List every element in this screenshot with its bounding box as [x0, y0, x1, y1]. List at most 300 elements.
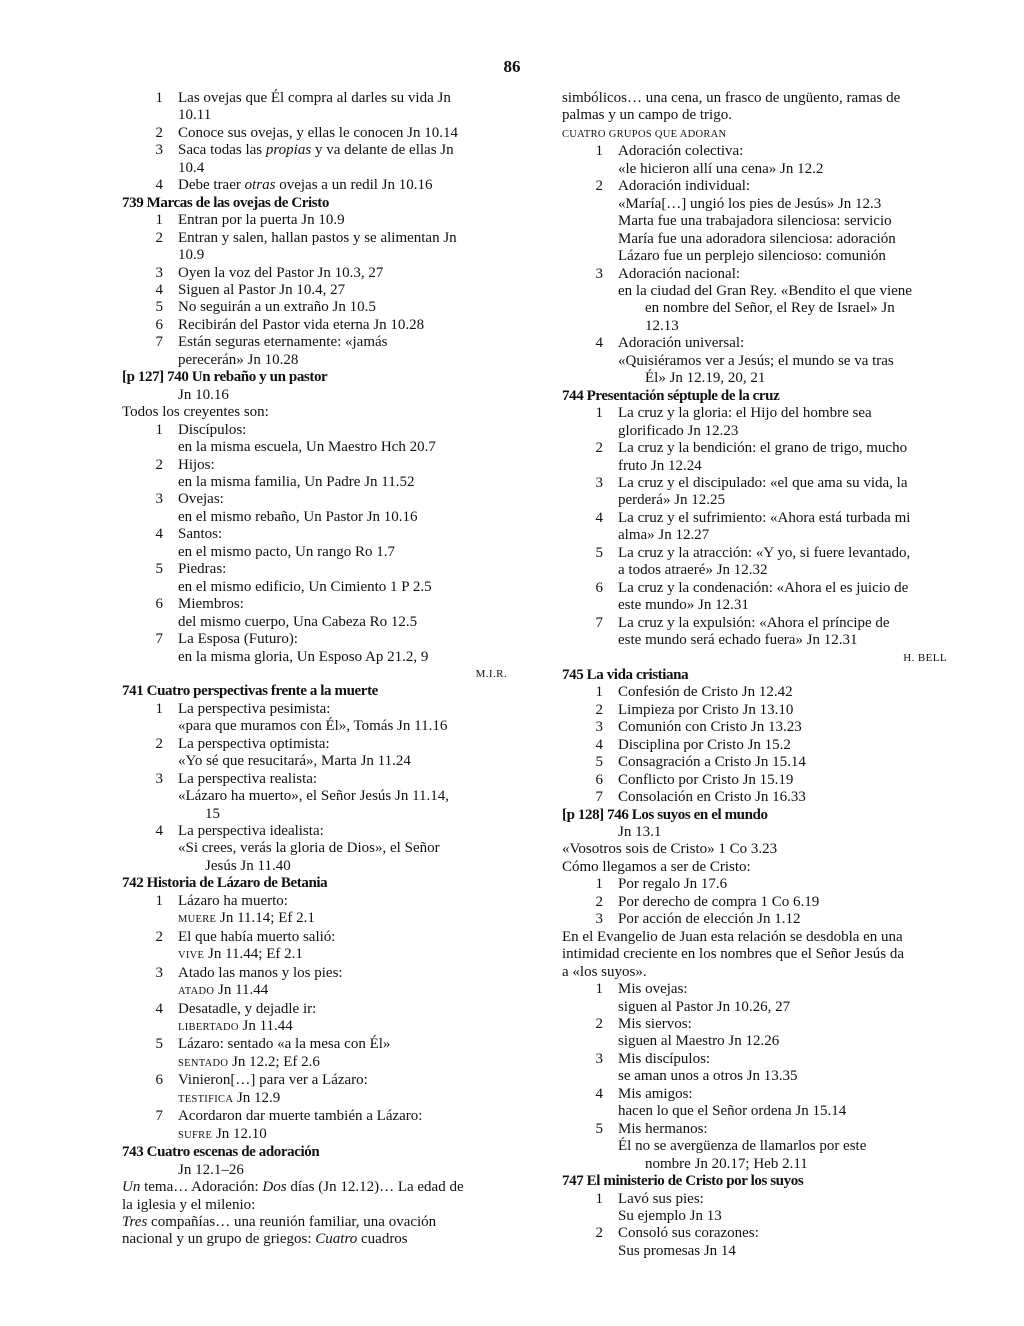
list-item	[562, 894, 947, 911]
item-text: La cruz y la condenación: «Ahora el es juicio de	[618, 579, 909, 596]
list-item	[122, 177, 507, 194]
list-item	[122, 1036, 507, 1053]
item-number: 6	[595, 579, 603, 596]
text-run: compañías… una reunión familiar, una ovación	[147, 1214, 437, 1230]
item-number: 1	[155, 212, 163, 229]
detail-text: «Quisiéramos ver a Jesús; el mundo se va tras	[618, 352, 894, 369]
item-text: perderá» Jn 12.25	[618, 492, 726, 509]
left-column	[122, 90, 507, 1249]
item-text: La Esposa (Futuro):	[178, 631, 298, 648]
item-text: Consoló sus corazones:	[618, 1225, 759, 1242]
item-number: 2	[595, 440, 603, 457]
item-number: 3	[595, 474, 603, 491]
item-number: 4	[155, 177, 163, 194]
item-detail	[122, 910, 507, 928]
text-run: cuadros	[357, 1231, 408, 1248]
item-number: 7	[595, 614, 603, 631]
item-text: Comunión con Cristo Jn 13.23	[618, 719, 802, 736]
item-number: 1	[595, 684, 603, 701]
paragraph-line	[562, 859, 947, 876]
item-number: 2	[155, 124, 163, 141]
item-text: Mis ovejas:	[618, 981, 688, 998]
item-text: Adoración colectiva:	[618, 143, 744, 160]
detail-text: «María[…] ungió los pies de Jesús» Jn 12.3	[618, 195, 882, 212]
paragraph-text: intimidad creciente en los nombres que el Señor Jesús da	[562, 946, 904, 963]
paragraph-text: palmas y un campo de trigo.	[562, 107, 732, 124]
item-number: 3	[155, 964, 163, 981]
text-run: nacional y un grupo de griegos:	[122, 1231, 316, 1248]
section-heading	[562, 388, 947, 405]
list-item	[562, 981, 947, 998]
subheading-text: CUATRO GRUPOS QUE ADORAN	[562, 128, 727, 140]
item-text: Oyen la voz del Pastor Jn 10.3, 27	[178, 264, 384, 281]
detail-text: Jn 10.16	[178, 386, 229, 403]
heading-text: 747 El ministerio de Cristo por los suyos	[562, 1173, 804, 1190]
item-text: Por regalo Jn 17.6	[618, 876, 728, 893]
item-number: 5	[595, 1120, 603, 1137]
item-text: Adoración universal:	[618, 335, 745, 352]
detail-text: Lázaro fue un perplejo silencioso: comunión	[618, 248, 886, 265]
item-number: 2	[595, 1225, 603, 1242]
detail-text: Jn 12.1–26	[178, 1161, 244, 1178]
item-number: 3	[595, 1050, 603, 1067]
list-item	[562, 510, 947, 527]
item-detail	[562, 248, 947, 265]
detail-text: Marta fue una trabajadora silenciosa: servicio	[618, 213, 892, 230]
list-item	[562, 1016, 947, 1033]
item-number: 4	[595, 509, 603, 526]
item-text: La perspectiva optimista:	[178, 735, 330, 752]
item-text: La cruz y la expulsión: «Ahora el príncipe de	[618, 614, 890, 631]
paragraph-line	[562, 929, 947, 946]
list-item	[122, 596, 507, 613]
item-detail	[562, 196, 947, 213]
detail-text: en la misma familia, Un Padre Jn 11.52	[178, 473, 415, 490]
item-text: Consolación en Cristo Jn 16.33	[618, 789, 806, 806]
paragraph-line	[562, 841, 947, 858]
item-number: 2	[155, 735, 163, 752]
reference-text: Jn 11.14; Ef 2.1	[216, 910, 315, 927]
item-detail	[562, 824, 947, 841]
detail-text: nombre Jn 20.17; Heb 2.11	[645, 1155, 808, 1172]
item-number: 1	[155, 892, 163, 909]
item-text: La cruz y la gloria: el Hijo del hombre sea	[618, 405, 872, 422]
detail-text: siguen al Pastor Jn 10.26, 27	[618, 998, 791, 1015]
smallcaps-label: TESTIFICA	[178, 1093, 234, 1105]
list-item	[562, 719, 947, 736]
item-number: 4	[155, 281, 163, 298]
section-heading	[122, 875, 507, 892]
paragraph-text: simbólicos… una cena, un frasco de ungüento, ramas de	[562, 90, 901, 106]
heading-text: [p 128] 746 Los suyos en el mundo	[562, 806, 768, 823]
item-text: glorificado Jn 12.23	[618, 422, 739, 439]
list-item	[122, 561, 507, 578]
list-item	[562, 1121, 947, 1138]
item-text: La cruz y la atracción: «Y yo, si fuere levantado,	[618, 544, 911, 561]
item-detail	[562, 1033, 947, 1050]
detail-text: «para que muramos con Él», Tomás Jn 11.16	[178, 718, 448, 735]
item-number: 3	[595, 265, 603, 282]
item-continuation	[562, 492, 947, 509]
paragraph-line	[562, 964, 947, 981]
item-text: La cruz y la bendición: el grano de trigo, mucho	[618, 440, 908, 457]
heading-text: 744 Presentación séptuple de la cruz	[562, 387, 780, 404]
item-number: 7	[155, 1108, 163, 1125]
smallcaps-label: SUFRE	[178, 1129, 213, 1141]
detail-text: en el mismo edificio, Un Cimiento 1 P 2.5	[178, 578, 432, 595]
section-heading	[122, 369, 507, 386]
list-item	[562, 335, 947, 352]
smallcaps-label: MUERE	[178, 914, 217, 926]
item-detail	[562, 283, 947, 300]
paragraph-text: la iglesia y el milenio:	[122, 1196, 256, 1213]
list-item	[562, 580, 947, 597]
item-number: 5	[155, 299, 163, 316]
list-item	[122, 1072, 507, 1089]
list-item	[562, 1225, 947, 1242]
item-number: 6	[595, 771, 603, 788]
item-text: Conflicto por Cristo Jn 15.19	[618, 771, 794, 788]
item-detail	[562, 161, 947, 178]
item-continuation	[562, 597, 947, 614]
item-text: Por derecho de compra 1 Co 6.19	[618, 893, 820, 910]
item-number: 4	[595, 736, 603, 753]
item-detail	[122, 1018, 507, 1036]
item-text: Hijos:	[178, 456, 215, 473]
heading-text: 741 Cuatro perspectivas frente a la muerte	[122, 683, 378, 700]
detail-text: en el mismo pacto, Un rango Ro 1.7	[178, 543, 396, 560]
detail-text: en la ciudad del Gran Rey. «Bendito el que viene	[618, 282, 912, 299]
list-item	[122, 965, 507, 982]
list-item	[122, 282, 507, 299]
list-item	[122, 771, 507, 788]
item-detail	[122, 1090, 507, 1108]
detail-text: Él» Jn 12.19, 20, 21	[645, 370, 766, 387]
item-detail-continuation	[562, 370, 947, 387]
item-detail	[122, 753, 507, 770]
item-continuation	[122, 160, 507, 177]
item-detail	[562, 1243, 947, 1260]
item-number: 1	[595, 1190, 603, 1207]
item-text: Las ovejas que Él compra al darles su vida Jn	[178, 90, 451, 106]
item-detail	[122, 1162, 507, 1179]
list-item	[562, 143, 947, 160]
detail-text: Su ejemplo Jn 13	[618, 1208, 722, 1224]
item-detail	[562, 999, 947, 1016]
page-number: 86	[503, 57, 521, 76]
list-item	[562, 1191, 947, 1208]
item-number: 5	[155, 1036, 163, 1053]
detail-text: perecerán» Jn 10.28	[178, 351, 299, 368]
list-item	[562, 405, 947, 422]
detail-text: «Lázaro ha muerto», el Señor Jesús Jn 11.14,	[178, 788, 450, 805]
detail-text: Él no se avergüenza de llamarlos por este	[618, 1138, 867, 1155]
reference-text: Jn 11.44; Ef 2.1	[204, 946, 303, 963]
list-item	[562, 702, 947, 719]
detail-text: en la misma escuela, Un Maestro Hch 20.7	[178, 439, 436, 456]
item-number: 1	[595, 981, 603, 998]
item-text: Ovejas:	[178, 491, 224, 508]
detail-text: Jesús Jn 11.40	[205, 857, 291, 874]
list-item	[562, 615, 947, 632]
item-text: Lázaro: sentado «a la mesa con Él»	[178, 1036, 391, 1053]
heading-text: 739 Marcas de las ovejas de Cristo	[122, 194, 329, 211]
smallcaps-label: LIBERTADO	[178, 1022, 239, 1034]
list-item	[122, 526, 507, 543]
author-initials	[562, 650, 947, 667]
item-text: Discípulos:	[178, 421, 247, 438]
list-item	[122, 299, 507, 316]
list-item	[562, 754, 947, 771]
item-continuation	[562, 458, 947, 475]
item-text: Por acción de elección Jn 1.12	[618, 911, 801, 928]
item-number: 3	[595, 911, 603, 928]
item-detail	[122, 718, 507, 735]
item-detail	[562, 1138, 947, 1155]
section-heading	[562, 1173, 947, 1190]
detail-text: «Si crees, verás la gloria de Dios», el Señor	[178, 840, 440, 857]
item-text: Debe traer otras ovejas a un redil Jn 10.16	[178, 177, 433, 194]
item-text: La perspectiva realista:	[178, 770, 318, 787]
author-text: H. BELL	[903, 651, 947, 664]
item-number: 4	[155, 526, 163, 543]
item-text: Atado las manos y los pies:	[178, 964, 343, 981]
reference-text: Jn 11.44	[238, 1018, 293, 1035]
item-continuation	[562, 527, 947, 544]
detail-text: en nombre del Señor, el Rey de Israel» Jn	[645, 300, 895, 317]
paragraph-line	[562, 946, 947, 963]
item-detail	[122, 387, 507, 404]
item-text: Adoración individual:	[618, 178, 751, 195]
item-number: 4	[155, 1000, 163, 1017]
paragraph-text: En el Evangelio de Juan esta relación se desdobla en una	[562, 928, 903, 945]
item-detail-continuation	[562, 300, 947, 317]
text-run: días (Jn 12.12)… La edad de	[286, 1179, 464, 1196]
item-detail	[562, 1103, 947, 1120]
paragraph-text: Cómo llegamos a ser de Cristo:	[562, 858, 751, 875]
list-item	[122, 90, 507, 107]
item-continuation	[122, 247, 507, 264]
section-heading	[562, 667, 947, 684]
paragraph-line	[122, 1231, 507, 1248]
item-number: 1	[155, 700, 163, 717]
detail-text: Jn 13.1	[618, 824, 662, 841]
item-number: 3	[155, 491, 163, 508]
list-item	[122, 491, 507, 508]
paragraph-line	[122, 1214, 507, 1231]
item-number: 6	[155, 1072, 163, 1089]
item-number: 3	[155, 770, 163, 787]
reference-text: Jn 12.9	[233, 1089, 281, 1106]
item-text: Siguen al Pastor Jn 10.4, 27	[178, 281, 346, 298]
list-item	[562, 545, 947, 562]
item-number: 3	[155, 142, 163, 159]
list-item	[562, 737, 947, 754]
item-number: 4	[595, 335, 603, 352]
list-item	[122, 142, 507, 159]
item-text: a todos atraeré» Jn 12.32	[618, 562, 768, 579]
item-text: Consagración a Cristo Jn 15.14	[618, 754, 806, 771]
smallcaps-label: VIVE	[178, 950, 205, 962]
item-detail	[122, 614, 507, 631]
list-item	[562, 440, 947, 457]
item-detail-continuation	[562, 318, 947, 335]
item-detail	[122, 474, 507, 491]
item-number: 3	[595, 719, 603, 736]
item-text: Entran y salen, hallan pastos y se alimentan Jn	[178, 229, 457, 246]
heading-text: 742 Historia de Lázaro de Betania	[122, 875, 328, 892]
list-item	[122, 823, 507, 840]
item-number: 2	[155, 928, 163, 945]
item-number: 2	[155, 229, 163, 246]
smallcaps-label: ATADO	[178, 986, 215, 998]
item-detail	[122, 352, 507, 369]
detail-text: hacen lo que el Señor ordena Jn 15.14	[618, 1103, 847, 1120]
item-number: 6	[155, 316, 163, 333]
item-detail-continuation	[122, 806, 507, 823]
subheading	[562, 125, 947, 143]
detail-text: «le hicieron allí una cena» Jn 12.2	[618, 160, 824, 177]
author-initials	[122, 666, 507, 683]
item-number: 1	[595, 405, 603, 422]
detail-text: del mismo cuerpo, Una Cabeza Ro 12.5	[178, 613, 418, 630]
item-text: Mis discípulos:	[618, 1050, 711, 1067]
list-item	[562, 772, 947, 789]
item-text: Conoce sus ovejas, y ellas le conocen Jn 10.14	[178, 124, 458, 141]
item-detail	[122, 840, 507, 857]
item-detail	[122, 1054, 507, 1072]
list-item	[122, 265, 507, 282]
item-detail-continuation	[122, 858, 507, 875]
item-text: 10.4	[178, 159, 205, 176]
item-detail	[562, 213, 947, 230]
item-text: Vinieron[…] para ver a Lázaro:	[178, 1072, 368, 1089]
item-text: alma» Jn 12.27	[618, 527, 710, 544]
detail-text: se aman unos a otros Jn 13.35	[618, 1068, 798, 1085]
reference-text: Jn 11.44	[214, 982, 269, 999]
list-item	[122, 701, 507, 718]
item-detail	[122, 649, 507, 666]
item-detail	[122, 1126, 507, 1144]
heading-text: 745 La vida cristiana	[562, 666, 689, 683]
item-detail	[562, 231, 947, 248]
list-item	[122, 631, 507, 648]
list-item	[122, 457, 507, 474]
list-item	[562, 789, 947, 806]
item-number: 7	[155, 334, 163, 351]
italic-word: Dos	[262, 1179, 287, 1196]
item-text: Piedras:	[178, 561, 227, 578]
item-text: No seguirán a un extraño Jn 10.5	[178, 299, 376, 316]
item-text: Santos:	[178, 526, 223, 543]
item-text: Recibirán del Pastor vida eterna Jn 10.28	[178, 316, 425, 333]
list-item	[122, 893, 507, 910]
section-heading	[122, 195, 507, 212]
item-number: 1	[155, 90, 163, 106]
item-text: El que había muerto salió:	[178, 928, 336, 945]
paragraph-line	[562, 107, 947, 124]
list-item	[562, 475, 947, 492]
item-detail	[122, 946, 507, 964]
item-detail	[122, 509, 507, 526]
section-heading	[122, 1144, 507, 1161]
paragraph-text: «Vosotros sois de Cristo» 1 Co 3.23	[562, 841, 778, 858]
text-run: tema… Adoración:	[140, 1179, 263, 1196]
section-heading	[122, 683, 507, 700]
reference-text: Jn 12.2; Ef 2.6	[228, 1053, 320, 1070]
item-detail	[122, 544, 507, 561]
item-detail	[562, 353, 947, 370]
item-text: Lavó sus pies:	[618, 1190, 704, 1207]
paragraph-text: Todos los creyentes son:	[122, 404, 269, 421]
item-number: 5	[595, 754, 603, 771]
item-text: La perspectiva idealista:	[178, 823, 324, 840]
item-text: La cruz y el sufrimiento: «Ahora está turbada mi	[618, 509, 911, 526]
list-item	[562, 911, 947, 928]
item-number: 4	[595, 1085, 603, 1102]
item-detail-continuation	[562, 1156, 947, 1173]
paragraph-line	[122, 1179, 507, 1196]
smallcaps-label: SENTADO	[178, 1057, 229, 1069]
author-text: M.I.R.	[475, 667, 507, 680]
item-number: 1	[595, 876, 603, 893]
paragraph-text: a «los suyos».	[562, 963, 647, 980]
item-detail	[562, 1208, 947, 1225]
item-text: La perspectiva pesimista:	[178, 700, 331, 717]
detail-text: en el mismo rebaño, Un Pastor Jn 10.16	[178, 508, 418, 525]
item-text: Mis amigos:	[618, 1085, 693, 1102]
right-column	[562, 90, 947, 1260]
list-item	[122, 334, 507, 351]
item-number: 4	[155, 823, 163, 840]
item-detail	[122, 579, 507, 596]
item-number: 1	[595, 143, 603, 160]
list-item	[562, 266, 947, 283]
item-number: 2	[595, 701, 603, 718]
item-detail	[122, 982, 507, 1000]
list-item	[122, 1001, 507, 1018]
item-text: Entran por la puerta Jn 10.9	[178, 212, 345, 229]
item-text: este mundo será echado fuera» Jn 12.31	[618, 632, 858, 649]
item-number: 1	[155, 421, 163, 438]
paragraph-line	[122, 404, 507, 421]
item-text: Saca todas las propias y va delante de ellas Jn	[178, 142, 454, 159]
heading-text: 743 Cuatro escenas de adoración	[122, 1144, 320, 1161]
item-detail	[122, 788, 507, 805]
italic-word: Un	[122, 1179, 141, 1196]
item-text: Acordaron dar muerte también a Lázaro:	[178, 1108, 423, 1125]
item-number: 5	[595, 544, 603, 561]
list-item	[562, 684, 947, 701]
item-detail	[122, 439, 507, 456]
item-number: 3	[155, 264, 163, 281]
item-text: este mundo» Jn 12.31	[618, 597, 749, 614]
item-text: Adoración nacional:	[618, 265, 741, 282]
detail-text: María fue una adoradora silenciosa: adoración	[618, 230, 896, 247]
item-number: 2	[595, 893, 603, 910]
list-item	[562, 178, 947, 195]
item-text: 10.11	[178, 107, 212, 124]
item-text: Limpieza por Cristo Jn 13.10	[618, 701, 794, 718]
italic-word: Tres	[122, 1214, 148, 1230]
item-text: Miembros:	[178, 596, 244, 613]
section-heading	[562, 807, 947, 824]
item-number: 7	[595, 789, 603, 806]
list-item	[122, 422, 507, 439]
item-text: Desatadle, y dejadle ir:	[178, 1000, 317, 1017]
item-number: 2	[155, 456, 163, 473]
detail-text: 12.13	[645, 317, 679, 334]
